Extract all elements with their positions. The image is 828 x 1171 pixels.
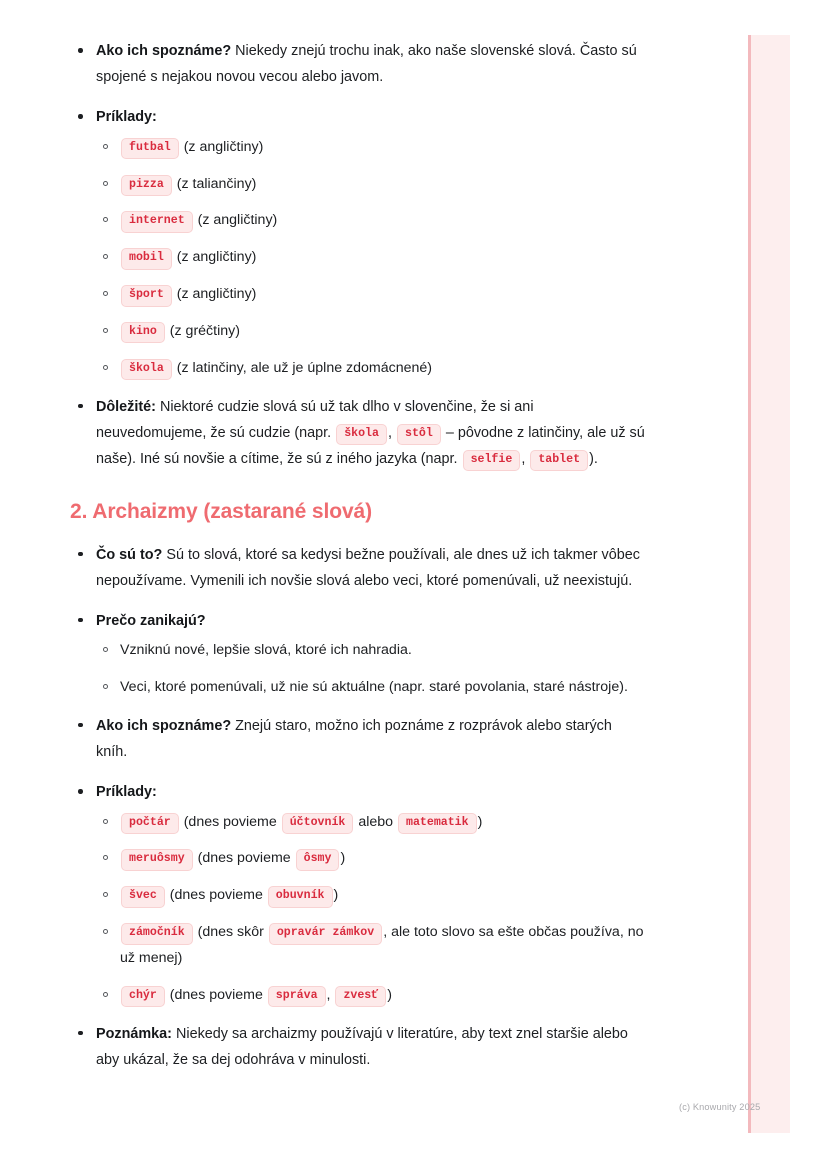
section1-examples-list <box>96 135 645 382</box>
important-sep-2: , <box>521 451 530 467</box>
section1-examples-label: Príklady: <box>96 109 157 126</box>
code-chip: účtovník <box>282 813 354 834</box>
section2-note-item <box>70 1021 645 1073</box>
example-note: (z gréčtiny) <box>169 322 240 339</box>
example-note: (z angličtiny) <box>176 249 257 266</box>
list-item: Veci, ktoré pomenúvali, už nie sú aktuálne (napr. staré povolania, staré nástroje). <box>96 675 645 701</box>
section2-recognize-text: Znejú staro, možno ich poznáme z rozprávok alebo starých kníh. <box>96 717 612 761</box>
code-chip: tablet <box>530 450 588 471</box>
example-note: (z angličtiny) <box>183 138 264 155</box>
section2-what-label: Čo sú to? <box>96 546 163 563</box>
important-text-3: ). <box>589 451 598 467</box>
example-note: (z angličtiny) <box>197 212 278 229</box>
example-note: (dnes povieme <box>197 850 295 867</box>
list-item <box>96 983 645 1009</box>
decorative-side-stripe-edge <box>748 35 751 1133</box>
code-chip: škola <box>336 424 387 445</box>
important-text-2: – pôvodne z latinčiny, ale už sú naše). Iné sú novšie a cítime, že sú z iného jazyka (napr. <box>96 424 645 467</box>
list-item <box>96 846 645 872</box>
example-note: (dnes povieme <box>169 887 267 904</box>
code-chip: pizza <box>121 175 172 196</box>
example-note: (z latinčiny, ale už je úplne zdomácnené) <box>176 359 432 376</box>
section2-what-item <box>70 542 645 594</box>
section2-heading: 2. Archaizmy (zastarané slová) <box>70 500 373 524</box>
list-item <box>96 920 645 972</box>
code-chip: internet <box>121 211 193 232</box>
code-chip: šport <box>121 285 172 306</box>
section1-recognize-item <box>70 38 645 90</box>
code-chip: kino <box>121 322 165 343</box>
code-chip: správa <box>268 986 326 1007</box>
code-chip: meruôsmy <box>121 849 193 870</box>
section2-examples-item <box>70 779 645 1008</box>
section2-what-text: Sú to slová, ktoré sa kedysi bežne používali, ale dnes už ich takmer vôbec nepoužívame. Vymenili ich novšie slová alebo veci, ktoré pomenúvali, už neexistujú. <box>96 546 640 589</box>
copyright-watermark: (c) Knowunity 2025 <box>679 1102 761 1112</box>
section1-important-item <box>70 394 645 473</box>
code-chip: škola <box>121 359 172 380</box>
important-sep-1: , <box>387 424 396 441</box>
section1-recognize-text: Niekedy znejú trochu inak, ako naše slovenské slová. Často sú spojené s nejakou novou vecou alebo javom. <box>96 43 637 86</box>
list-item: Vzniknú nové, lepšie slová, ktoré ich nahradia. <box>96 638 645 664</box>
example-note: (dnes povieme <box>169 986 267 1003</box>
list-item <box>96 282 645 308</box>
decorative-side-stripe <box>748 35 790 1133</box>
example-note: (dnes skôr <box>197 924 268 941</box>
example-note: (z angličtiny) <box>176 286 257 303</box>
example-note: alebo <box>354 813 397 830</box>
code-chip: švec <box>121 886 165 907</box>
code-chip: mobil <box>121 248 172 269</box>
example-note: , ale toto slovo sa ešte občas používa, no už menej) <box>120 924 644 966</box>
list-item <box>96 356 645 382</box>
section2-list <box>70 542 645 1074</box>
code-chip: zámočník <box>121 923 193 944</box>
section2-examples-list <box>96 810 645 1009</box>
code-chip: chýr <box>121 986 165 1007</box>
list-item <box>96 135 645 161</box>
list-item <box>96 172 645 198</box>
section1-important-label: Dôležité: <box>96 398 156 415</box>
code-chip: matematik <box>398 813 477 834</box>
example-note: ) <box>333 887 339 904</box>
list-item <box>96 245 645 271</box>
example-note: (dnes povieme <box>183 813 281 830</box>
code-chip: ôsmy <box>296 849 340 870</box>
code-chip: obuvník <box>268 886 333 907</box>
list-item <box>96 810 645 836</box>
section2-recognize-item <box>70 713 645 765</box>
section2-note-text: Niekedy sa archaizmy používajú v literatúre, aby text znel staršie alebo aby ukázal, že sa dej odohráva v minulosti. <box>96 1025 628 1068</box>
section2-recognize-label: Ako ich spoznáme? <box>96 717 232 734</box>
example-note: ) <box>477 813 483 830</box>
example-note: , <box>326 986 335 1003</box>
section2-why-label: Prečo zanikajú? <box>96 612 206 629</box>
example-note: (z taliančiny) <box>176 175 257 192</box>
list-item <box>96 883 645 909</box>
section1-examples-item <box>70 104 645 381</box>
code-chip: selfie <box>463 450 521 471</box>
list-item <box>96 319 645 345</box>
document-content <box>70 38 645 1087</box>
section2-why-item <box>70 608 645 701</box>
code-chip: počtár <box>121 813 179 834</box>
section2-why-list <box>96 638 645 701</box>
code-chip: opravár zámkov <box>269 923 382 944</box>
code-chip: zvesť <box>335 986 386 1007</box>
example-note: ) <box>387 986 392 1003</box>
list-item <box>96 208 645 234</box>
section2-examples-label: Príklady: <box>96 784 157 801</box>
code-chip: stôl <box>397 424 441 445</box>
code-chip: futbal <box>121 138 179 159</box>
section1-list <box>70 38 645 472</box>
important-text-1: Niektoré cudzie slová sú už tak dlho v slovenčine, že si ani neuvedomujeme, že sú cudzie (napr. <box>96 398 534 441</box>
section1-recognize-label: Ako ich spoznáme? <box>96 43 232 59</box>
section2-note-label: Poznámka: <box>96 1025 172 1042</box>
example-note: ) <box>340 850 346 867</box>
